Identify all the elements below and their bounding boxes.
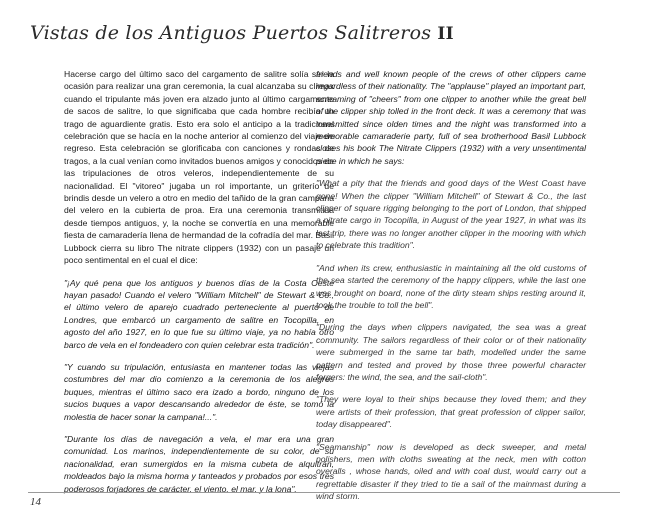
page-title-text: Vistas de los Antiguos Puertos Salitreros <box>30 22 432 44</box>
right-column <box>316 68 586 513</box>
right-paragraph-2: "What a pity that the friends and good days of the West Coast have gone! When the clipper "William Mitchell" of Stewart & Co., the last clipper of square rigging belonging to the port of London, that shipped a nitrate cargo in Tocopilla, in August of the year 1927, in what was its last trip, there was no longer another clipper in the mooring with which to celebrate this tradition". <box>316 178 586 251</box>
footer-divider <box>28 492 620 493</box>
right-paragraph-4: "During the days when clippers navigated, the sea was a great community. The sailors regardless of their color or of their nationality were submerged in the same tar bath, modelled under the same pattern and tested and proved by those three powerful character forgers: the wind, the sea, and the sail-cloth". <box>316 322 586 382</box>
left-paragraph-3: "Y cuando su tripulación, entusiasta en mantener todas las viejas costumbres del mar dio comienzo a la ceremonia de los alegres buques, mientras el último saco era izado a bordo, ninguno de los sucios buques a vapor descansando alrededor de éste, se tomó la molestia de hacer sonar la campana!...". <box>64 361 334 422</box>
page-number: 14 <box>30 496 41 508</box>
page-title-volume: II <box>437 24 454 44</box>
page-title <box>30 22 454 44</box>
left-paragraph-4: "Durante los días de navegación a vela, el mar era una gran comunidad. Los marinos, independientemente de su color, de su nacionalidad, eran sumergidos en la misma cubeta de alquitrán, moldeados bajo la misma horma y tanteados y probados por esos tres poderosos forjadores de carácter, el viento, el mar, y la lona". <box>64 433 334 494</box>
right-paragraph-6: "Seamanship" now is developed as deck sweeper, and metal polishers, men with cloths sweating at the neck, men with cotton overalls , whose hands, oiled and with coal dust, would carry out a regrettable disaster if they tried to tie a sail of the mainmast during a wind storm. <box>316 441 586 502</box>
left-column <box>64 68 334 505</box>
left-paragraph-1: Hacerse cargo del último saco del cargamento de salitre solía ser la ocasión para realizar una gran ceremonia, la cual alcanzaba su clímax cuando el tripulante más joven era alzado junto al último cargamento de sacos de salitre, lo que significaba que cada hombre recibía un trago de aguardiente gratis. Esto era solo el anticipo a la tradicional celebración que se hacía en la noche anterior al comienzo del viaje de regreso. Esta celebración se glorificaba con canciones y rondas de tragos, a la cual venían como invitados buenos amigos y conocidos de las tripulaciones de otros veleros, independientemente de su nacionalidad. El "vitoreo" jugaba un rol importante, un griterío de brindis desde un velero a otro en medio del tañido de la gran campana del velero en la cubierta de proa. Era una ceremonia transmitida desde tiempos antiguos, y, la noche se convertía en una memorable fiesta de camaradería llena de hermandad de la cofradía del mar. Basil Lubbock cierra su libro The nitrate clippers (1932) con un pasaje un poco sentimental en el cual el dice: <box>64 69 334 266</box>
left-paragraph-2: "¡Ay qué pena que los antiguos y buenos días de la Costa Oeste hayan pasado! Cuando el velero "William Mitchell" de Stewart & Co., el último velero de aparejo cuadrado perteneciente al puerto de Londres, que embarcó un cargamento de salitre en Tocopilla, en agosto del año 1927, en lo que fue su último viaje, ya no había otro barco de vela en el fondeadero con quien celebrar esta tradición". <box>64 277 334 350</box>
right-paragraph-1: friends and well known people of the crews of other clippers came regardless of their nationality. The "applause" played an important part, screaming of "cheers" from one clipper to another while the great bell of the clipper ship tolled in the front deck. It was a ceremony that was transmitted since olden times and the night was transformed into a memorable camaraderie party, full of sea brotherhood Basil Lubbock closes his book The Nitrate Clippers (1932) with a very unsentimental piece in which he says: <box>316 69 586 166</box>
right-paragraph-5: "They were loyal to their ships because they loved them; and they were artists of their profession, that great profession of clipper sailor, today disappeared". <box>316 394 586 430</box>
right-paragraph-3: "And when its crew, enthusiastic in maintaining all the old customs of the sea started the ceremony of the happy clippers, while the last one was brought on board, none of the dirty steam ships resting around it, took the trouble to toll the bell". <box>316 262 586 310</box>
